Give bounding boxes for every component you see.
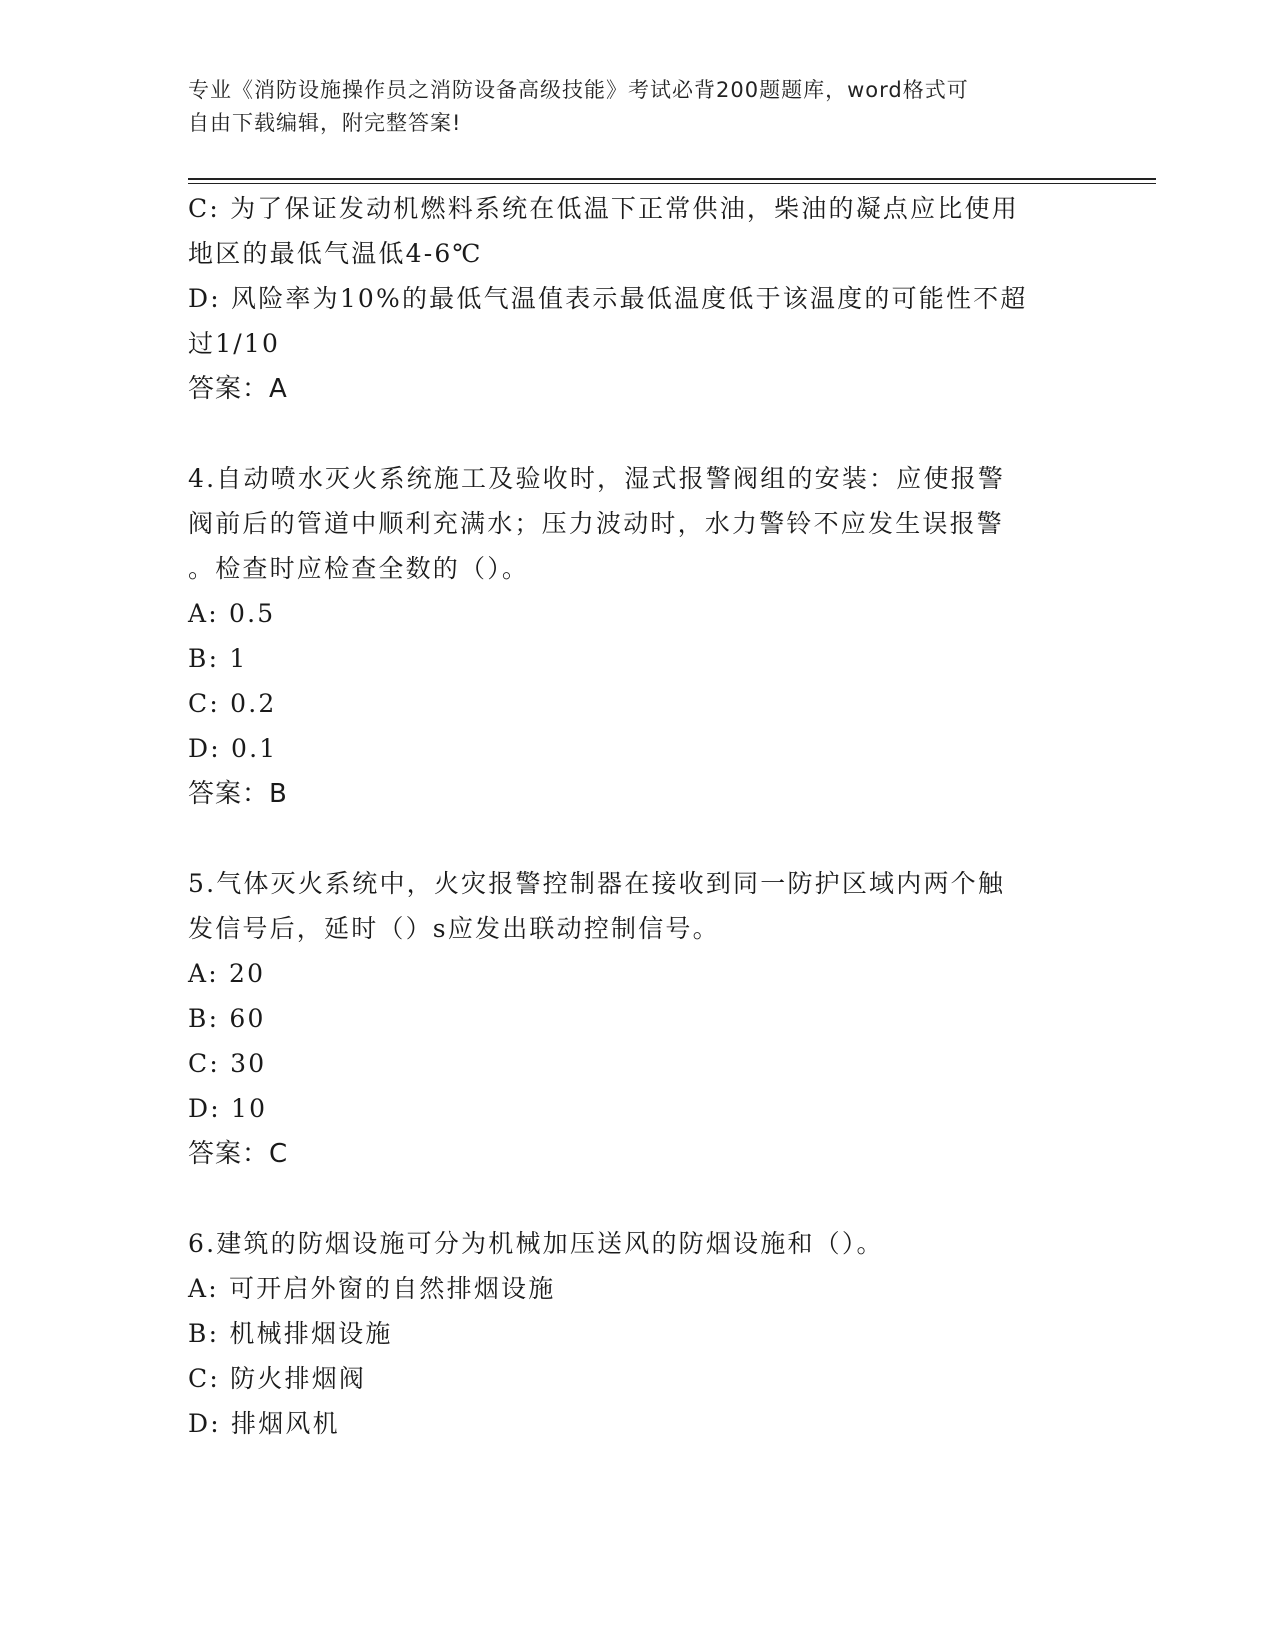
- q3-option-c-line-2: 地区的最低气温低4-6℃: [188, 239, 483, 268]
- q5-option-b: B: 60: [188, 1004, 266, 1033]
- header-divider-thin: [188, 183, 1156, 184]
- q5-option-c: C: 30: [188, 1049, 267, 1078]
- q5-option-a: A: 20: [188, 959, 266, 988]
- header-title-line-1: 专业《消防设施操作员之消防设备高级技能》考试必背200题题库，word格式可: [188, 78, 969, 102]
- q4-option-b: B: 1: [188, 644, 248, 673]
- q5-answer: 答案：C: [188, 1139, 289, 1169]
- q6-option-b: B: 机械排烟设施: [188, 1319, 393, 1348]
- q3-option-c-line-1: C: 为了保证发动机燃料系统在低温下正常供油，柴油的凝点应比使用: [188, 194, 1019, 223]
- q4-option-c: C: 0.2: [188, 689, 277, 718]
- q6-option-d: D: 排烟风机: [188, 1409, 340, 1438]
- q6-stem-line-1: 6.建筑的防烟设施可分为机械加压送风的防烟设施和（）。: [188, 1229, 884, 1258]
- q3-option-d-line-1: D: 风险率为10%的最低气温值表示最低温度低于该温度的可能性不超: [188, 284, 1028, 313]
- q4-stem-line-3: 。检查时应检查全数的（）。: [188, 554, 530, 583]
- header-title-line-2: 自由下载编辑，附完整答案!: [188, 111, 462, 135]
- q6-option-a: A: 可开启外窗的自然排烟设施: [188, 1274, 556, 1303]
- q5-stem-line-1: 5.气体灭火系统中，火灾报警控制器在接收到同一防护区域内两个触: [188, 869, 1006, 898]
- q4-stem-line-2: 阀前后的管道中顺利充满水；压力波动时，水力警铃不应发生误报警: [188, 509, 1005, 538]
- q5-option-d: D: 10: [188, 1094, 268, 1123]
- q4-answer: 答案：B: [188, 779, 288, 809]
- q4-option-a: A: 0.5: [188, 599, 276, 628]
- q4-option-d: D: 0.1: [188, 734, 278, 763]
- q4-stem-line-1: 4.自动喷水灭火系统施工及验收时，湿式报警阀组的安装：应使报警: [188, 464, 1006, 493]
- q6-option-c: C: 防火排烟阀: [188, 1364, 367, 1393]
- q3-option-d-line-2: 过1/10: [188, 329, 281, 358]
- q5-stem-line-2: 发信号后，延时（）s应发出联动控制信号。: [188, 914, 720, 943]
- q3-answer: 答案：A: [188, 374, 288, 404]
- document-header: [188, 74, 1078, 140]
- header-divider-thick: [188, 178, 1156, 180]
